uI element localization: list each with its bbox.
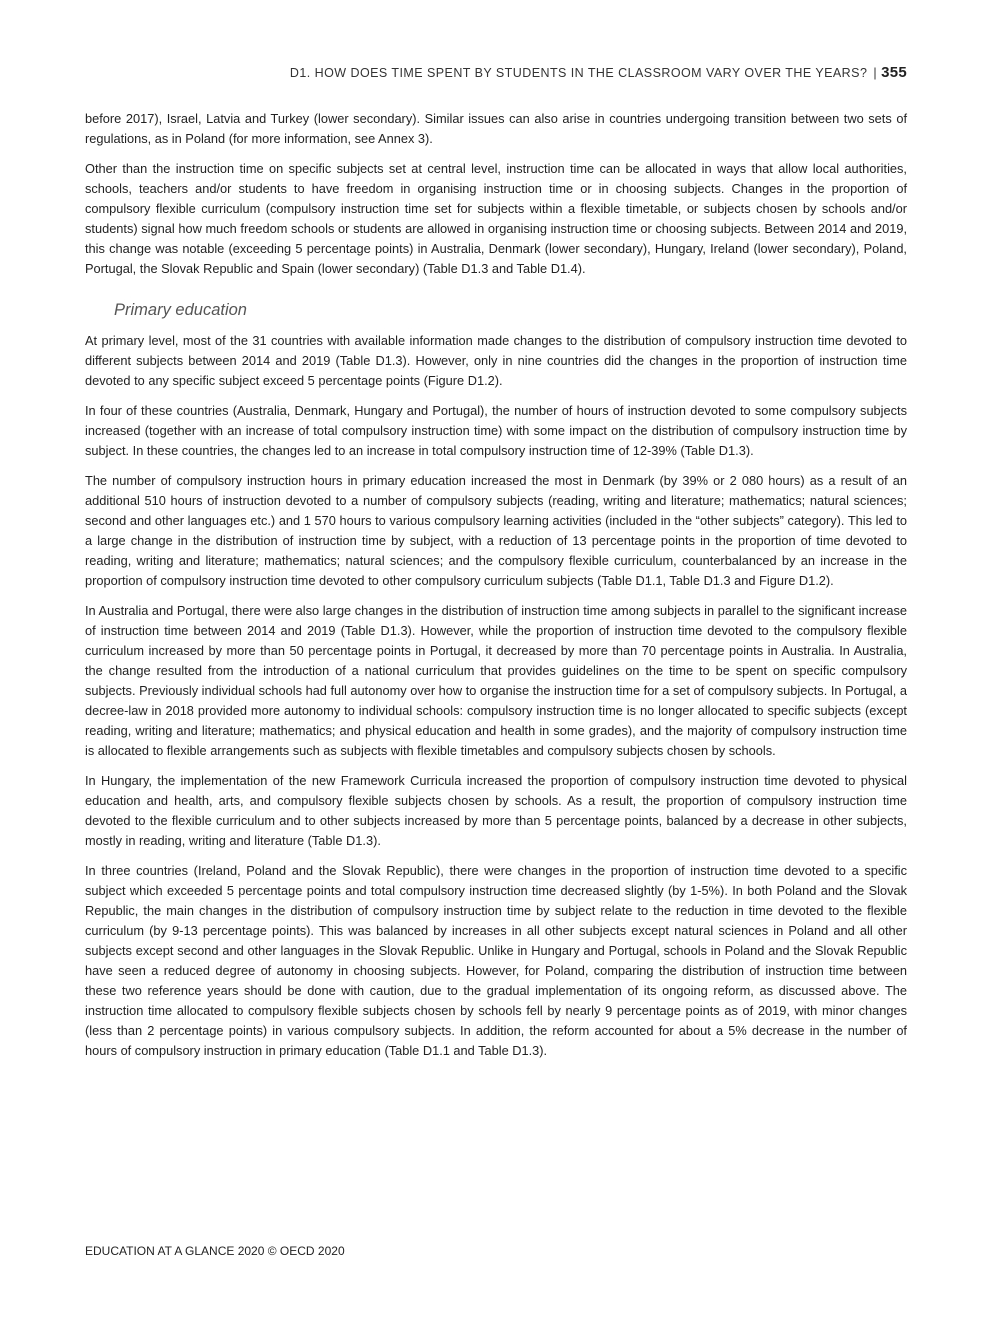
body-paragraph: In Hungary, the implementation of the new Framework Curricula increased the proportion of compulsory instruction time devoted to physical education and health, arts, and compulsory flexible subjects chosen by schools. As a result, the proportion of compulsory instruction time devoted to the flexible curriculum and to other subjects increased by more than 5 percentage points, balanced by a decrease in other subjects, mostly in reading, writing and literature (Table D1.3).	[85, 773, 907, 848]
header-title: D1. HOW DOES TIME SPENT BY STUDENTS IN THE CLASSROOM VARY OVER THE YEARS?	[289, 66, 868, 80]
body-paragraph: In three countries (Ireland, Poland and the Slovak Republic), there were changes in the proportion of instruction time devoted to a specific subject which exceeded 5 percentage points and total compulsory instruction time decreased slightly (by 1-5%). In both Poland and the Slovak Republic, the main changes in the distribution of compulsory instruction time by subject relate to the reduction in time devoted to the flexible curriculum (by 9-13 percentage points). This was balanced by increases in all other subjects except natural sciences in Poland and all other subjects except second and other languages in the Slovak Republic. Unlike in Hungary and Portugal, schools in Poland and the Slovak Republic have seen a reduced degree of autonomy in choosing subjects. However, for Poland, comparing the distribution of instruction time between these two reference years should be done with caution, due to the gradual implementation of its ongoing reform, as discussed above. The instruction time allocated to compulsory flexible subjects chosen by schools fell by nearly 9 percentage points as of 2019, with minor changes (less than 2 percentage points) in various compulsory subjects. In addition, the reform accounted for about a 5% decrease in the number of hours of compulsory instruction in primary education (Table D1.1 and Table D1.3).	[85, 863, 907, 1058]
header-separator: |	[873, 66, 878, 80]
page-footer: EDUCATION AT A GLANCE 2020 © OECD 2020	[85, 1244, 345, 1258]
body-paragraph: At primary level, most of the 31 countries with available information made changes to the distribution of compulsory instruction time devoted to different subjects between 2014 and 2019 (Table D1.3). However, only in nine countries did the changes in the proportion of instruction time devoted to any specific subject exceed 5 percentage points (Figure D1.2).	[85, 333, 907, 388]
running-header	[290, 64, 907, 81]
section-heading: Primary education	[114, 301, 247, 319]
page-body	[85, 109, 907, 1071]
page-number: 355	[881, 64, 907, 81]
body-paragraph: In four of these countries (Australia, Denmark, Hungary and Portugal), the number of hours of instruction devoted to some compulsory subjects increased (together with an increase of total compulsory instruction time) with some impact on the distribution of compulsory instruction time by subject. In these countries, the changes led to an increase in total compulsory instruction time of 12-39% (Table D1.3).	[85, 403, 907, 458]
body-paragraph: In Australia and Portugal, there were also large changes in the distribution of instruction time among subjects in parallel to the significant increase of instruction time between 2014 and 2019 (Table D1.3). However, while the proportion of instruction time devoted to the compulsory flexible curriculum increased by more than 50 percentage points in Portugal, it decreased by more than 70 percentage points in Australia. In Australia, the change resulted from the introduction of a national curriculum that provides guidelines on the time to be spent on specific compulsory subjects. Previously individual schools had full autonomy over how to organise the instruction time for a set of compulsory subjects. In Portugal, a decree-law in 2018 provided more autonomy to individual schools: compulsory instruction time is no longer allocated to specific subjects (except reading, writing and literature; mathematics; and physical education and health in some grades), and the majority of compulsory instruction time is allocated to flexible arrangements such as subjects with flexible timetables and compulsory subjects chosen by schools.	[85, 603, 907, 758]
body-paragraph: The number of compulsory instruction hours in primary education increased the most in Denmark (by 39% or 2 080 hours) as a result of an additional 510 hours of instruction devoted to a number of compulsory subjects (reading, writing and literature; mathematics; natural sciences; second and other languages etc.) and 1 570 hours to various compulsory learning activities (included in the “other subjects” category). This led to a large change in the distribution of instruction time by subject, with a reduction of 13 percentage points in the proportion of time devoted to reading, writing and literature; mathematics; natural sciences; and the compulsory flexible curriculum, counterbalanced by an increase in the proportion of compulsory instruction time devoted to other compulsory curriculum subjects (Table D1.1, Table D1.3 and Figure D1.2).	[85, 473, 907, 588]
body-paragraph: Other than the instruction time on specific subjects set at central level, instruction time can be allocated in ways that allow local authorities, schools, teachers and/or students to have freedom in organising instruction time or in choosing subjects. Changes in the proportion of compulsory flexible curriculum (compulsory instruction time set for subjects within a flexible timetable, or subjects chosen by schools and/or students) signal how much freedom schools or students are allowed in organising instruction time or choosing subjects. Between 2014 and 2019, this change was notable (exceeding 5 percentage points) in Australia, Denmark (lower secondary), Hungary, Ireland (lower secondary), Poland, Portugal, the Slovak Republic and Spain (lower secondary) (Table D1.3 and Table D1.4).	[85, 161, 907, 276]
body-paragraph: before 2017), Israel, Latvia and Turkey (lower secondary). Similar issues can also arise in countries undergoing transition between two sets of regulations, as in Poland (for more information, see Annex 3).	[85, 111, 907, 146]
